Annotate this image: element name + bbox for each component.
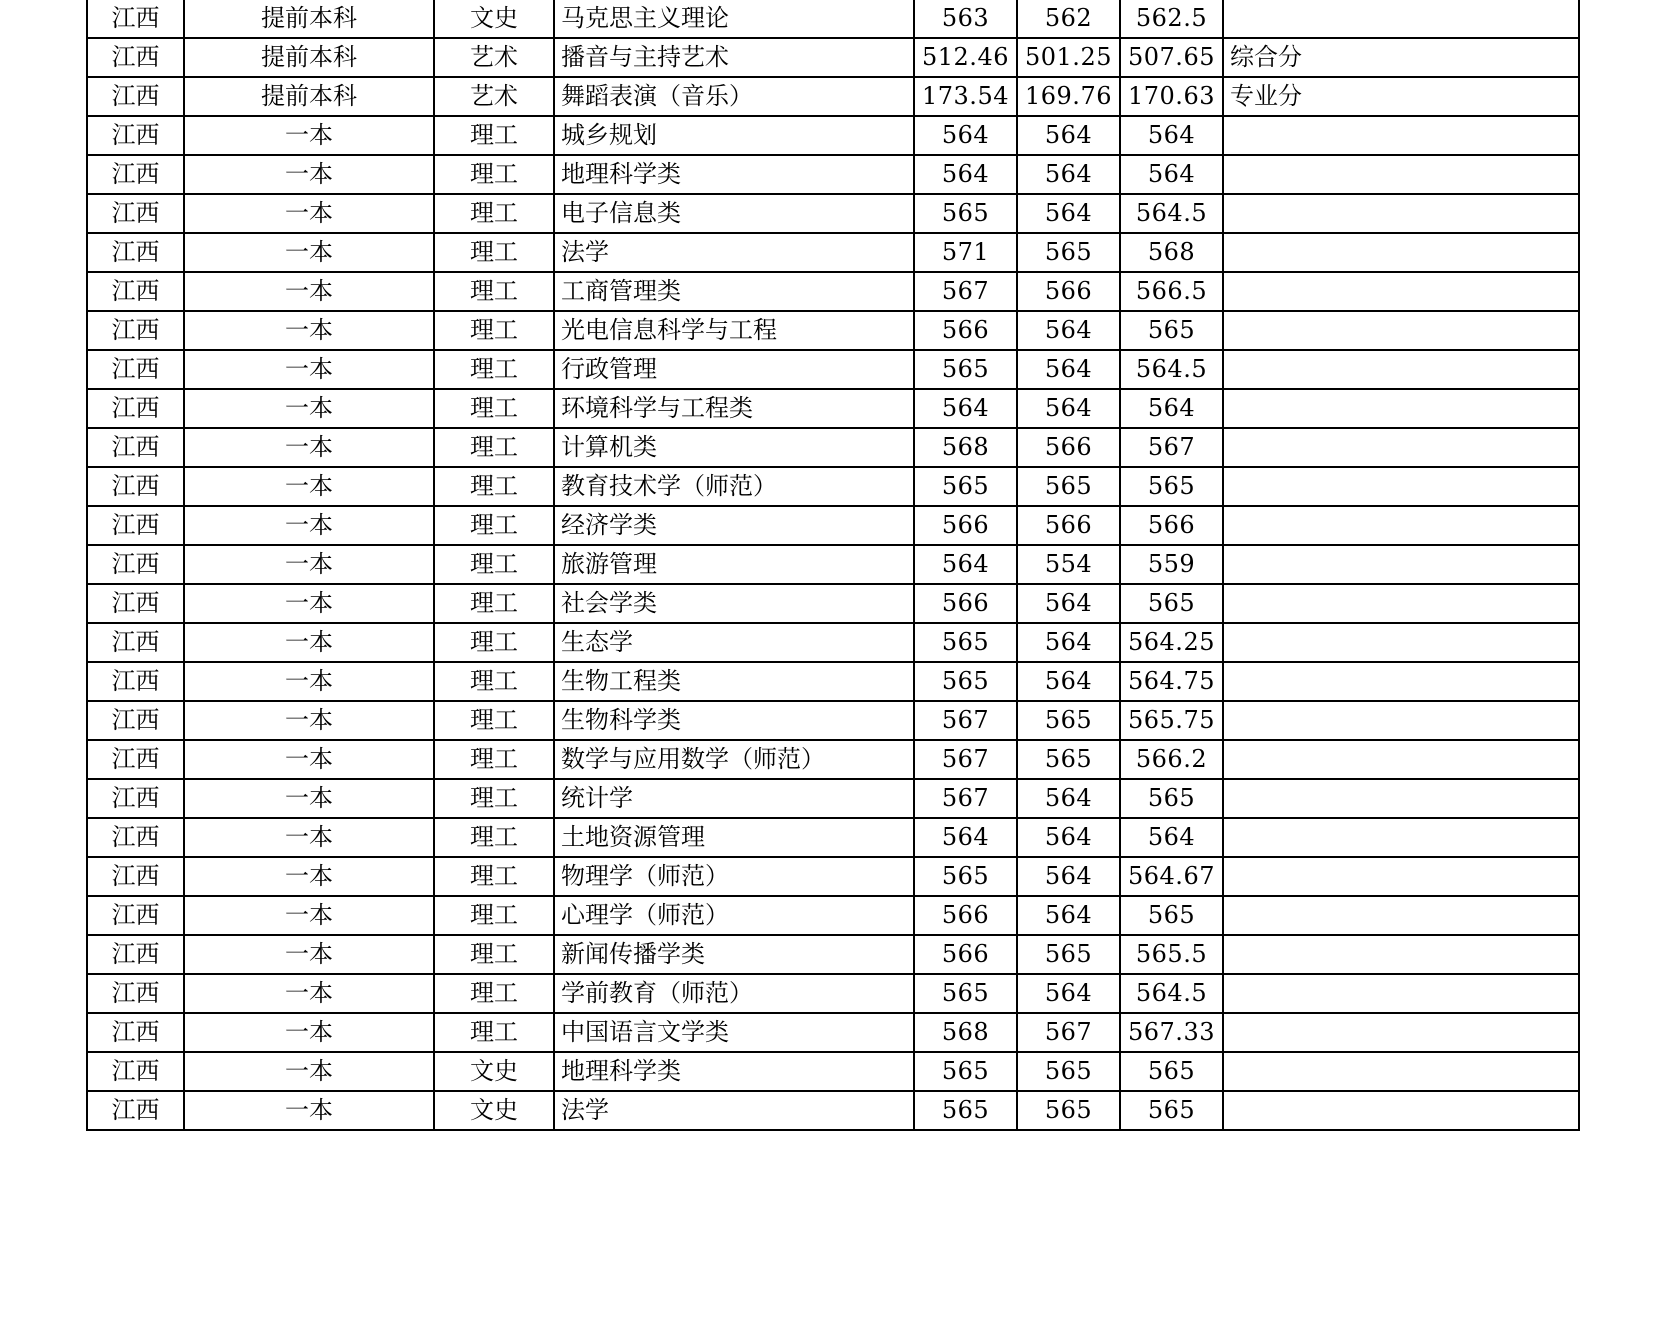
cell-note [1223, 896, 1579, 935]
cell-avg-score: 567.33 [1120, 1013, 1223, 1052]
cell-major: 工商管理类 [554, 272, 914, 311]
table-row [87, 662, 1579, 701]
cell-major: 心理学（师范） [554, 896, 914, 935]
cell-avg-score: 564 [1120, 389, 1223, 428]
table-row [87, 350, 1579, 389]
cell-major: 生物科学类 [554, 701, 914, 740]
cell-category: 文史 [434, 0, 554, 38]
cell-batch: 一本 [184, 428, 434, 467]
cell-max-score: 567 [914, 701, 1017, 740]
cell-note [1223, 155, 1579, 194]
cell-province: 江西 [87, 740, 184, 779]
cell-category: 理工 [434, 740, 554, 779]
table-row [87, 506, 1579, 545]
cell-category: 理工 [434, 701, 554, 740]
cell-category: 艺术 [434, 77, 554, 116]
table-row [87, 1091, 1579, 1130]
cell-batch: 一本 [184, 116, 434, 155]
cell-max-score: 567 [914, 740, 1017, 779]
cell-major: 地理科学类 [554, 1052, 914, 1091]
cell-max-score: 571 [914, 233, 1017, 272]
cell-avg-score: 564.25 [1120, 623, 1223, 662]
cell-province: 江西 [87, 623, 184, 662]
cell-avg-score: 567 [1120, 428, 1223, 467]
cell-min-score: 567 [1017, 1013, 1120, 1052]
cell-category: 理工 [434, 467, 554, 506]
cell-note [1223, 701, 1579, 740]
cell-batch: 一本 [184, 389, 434, 428]
cell-min-score: 564 [1017, 623, 1120, 662]
cell-max-score: 564 [914, 818, 1017, 857]
cell-batch: 一本 [184, 506, 434, 545]
cell-note [1223, 1091, 1579, 1130]
cell-batch: 一本 [184, 740, 434, 779]
cell-note [1223, 311, 1579, 350]
cell-province: 江西 [87, 662, 184, 701]
table-row [87, 584, 1579, 623]
table-row [87, 740, 1579, 779]
cell-min-score: 564 [1017, 350, 1120, 389]
cell-min-score: 564 [1017, 389, 1120, 428]
cell-avg-score: 565 [1120, 584, 1223, 623]
cell-category: 艺术 [434, 38, 554, 77]
table-row [87, 155, 1579, 194]
cell-batch: 一本 [184, 1091, 434, 1130]
cell-major: 舞蹈表演（音乐） [554, 77, 914, 116]
cell-note [1223, 974, 1579, 1013]
table-body [87, 0, 1579, 1130]
cell-batch: 一本 [184, 857, 434, 896]
cell-major: 光电信息科学与工程 [554, 311, 914, 350]
cell-major: 地理科学类 [554, 155, 914, 194]
cell-batch: 一本 [184, 467, 434, 506]
cell-avg-score: 565 [1120, 311, 1223, 350]
cell-category: 理工 [434, 272, 554, 311]
cell-province: 江西 [87, 779, 184, 818]
cell-batch: 一本 [184, 974, 434, 1013]
cell-province: 江西 [87, 77, 184, 116]
cell-avg-score: 565 [1120, 1052, 1223, 1091]
cell-batch: 一本 [184, 1052, 434, 1091]
cell-avg-score: 507.65 [1120, 38, 1223, 77]
cell-max-score: 565 [914, 194, 1017, 233]
table-row [87, 623, 1579, 662]
cell-category: 理工 [434, 935, 554, 974]
cell-category: 理工 [434, 545, 554, 584]
table-row [87, 428, 1579, 467]
cell-max-score: 568 [914, 1013, 1017, 1052]
cell-batch: 一本 [184, 701, 434, 740]
cell-batch: 一本 [184, 350, 434, 389]
cell-major: 环境科学与工程类 [554, 389, 914, 428]
table-row [87, 779, 1579, 818]
cell-province: 江西 [87, 116, 184, 155]
cell-major: 土地资源管理 [554, 818, 914, 857]
cell-max-score: 567 [914, 779, 1017, 818]
cell-note: 专业分 [1223, 77, 1579, 116]
cell-avg-score: 566.2 [1120, 740, 1223, 779]
cell-batch: 提前本科 [184, 38, 434, 77]
cell-batch: 一本 [184, 194, 434, 233]
cell-max-score: 565 [914, 467, 1017, 506]
cell-province: 江西 [87, 272, 184, 311]
cell-batch: 一本 [184, 311, 434, 350]
cell-note [1223, 1052, 1579, 1091]
cell-batch: 一本 [184, 779, 434, 818]
cell-major: 旅游管理 [554, 545, 914, 584]
cell-category: 理工 [434, 779, 554, 818]
cell-batch: 一本 [184, 272, 434, 311]
cell-max-score: 173.54 [914, 77, 1017, 116]
cell-major: 学前教育（师范） [554, 974, 914, 1013]
cell-province: 江西 [87, 155, 184, 194]
cell-max-score: 512.46 [914, 38, 1017, 77]
cell-max-score: 567 [914, 272, 1017, 311]
cell-major: 马克思主义理论 [554, 0, 914, 38]
cell-max-score: 565 [914, 350, 1017, 389]
cell-category: 理工 [434, 233, 554, 272]
cell-category: 理工 [434, 428, 554, 467]
cell-avg-score: 564 [1120, 155, 1223, 194]
cell-max-score: 565 [914, 662, 1017, 701]
cell-batch: 一本 [184, 935, 434, 974]
cell-category: 理工 [434, 896, 554, 935]
cell-note [1223, 857, 1579, 896]
table-row [87, 38, 1579, 77]
cell-note [1223, 272, 1579, 311]
cell-max-score: 565 [914, 623, 1017, 662]
cell-note [1223, 740, 1579, 779]
cell-province: 江西 [87, 506, 184, 545]
cell-province: 江西 [87, 701, 184, 740]
cell-province: 江西 [87, 428, 184, 467]
cell-province: 江西 [87, 350, 184, 389]
admission-score-table [86, 0, 1580, 1131]
cell-batch: 一本 [184, 662, 434, 701]
cell-min-score: 562 [1017, 0, 1120, 38]
cell-avg-score: 566 [1120, 506, 1223, 545]
cell-avg-score: 565 [1120, 779, 1223, 818]
cell-max-score: 566 [914, 935, 1017, 974]
cell-category: 理工 [434, 506, 554, 545]
cell-category: 文史 [434, 1091, 554, 1130]
cell-avg-score: 564.5 [1120, 974, 1223, 1013]
cell-note [1223, 1013, 1579, 1052]
cell-batch: 一本 [184, 896, 434, 935]
cell-max-score: 566 [914, 584, 1017, 623]
cell-avg-score: 568 [1120, 233, 1223, 272]
cell-max-score: 564 [914, 116, 1017, 155]
cell-province: 江西 [87, 896, 184, 935]
cell-category: 理工 [434, 350, 554, 389]
cell-major: 电子信息类 [554, 194, 914, 233]
cell-min-score: 501.25 [1017, 38, 1120, 77]
cell-min-score: 564 [1017, 779, 1120, 818]
cell-min-score: 564 [1017, 818, 1120, 857]
cell-province: 江西 [87, 584, 184, 623]
cell-max-score: 566 [914, 896, 1017, 935]
cell-major: 计算机类 [554, 428, 914, 467]
cell-province: 江西 [87, 935, 184, 974]
cell-note [1223, 389, 1579, 428]
cell-max-score: 564 [914, 155, 1017, 194]
cell-avg-score: 565 [1120, 467, 1223, 506]
cell-min-score: 565 [1017, 701, 1120, 740]
cell-avg-score: 565 [1120, 896, 1223, 935]
cell-max-score: 565 [914, 974, 1017, 1013]
table-row [87, 467, 1579, 506]
table-row [87, 974, 1579, 1013]
cell-major: 新闻传播学类 [554, 935, 914, 974]
cell-province: 江西 [87, 389, 184, 428]
table-row [87, 77, 1579, 116]
cell-category: 文史 [434, 1052, 554, 1091]
cell-avg-score: 564 [1120, 116, 1223, 155]
table-row [87, 116, 1579, 155]
cell-avg-score: 565.5 [1120, 935, 1223, 974]
table-row [87, 311, 1579, 350]
table-row [87, 935, 1579, 974]
cell-min-score: 564 [1017, 662, 1120, 701]
cell-note: 综合分 [1223, 38, 1579, 77]
cell-province: 江西 [87, 194, 184, 233]
cell-min-score: 564 [1017, 857, 1120, 896]
cell-batch: 一本 [184, 1013, 434, 1052]
cell-min-score: 565 [1017, 1091, 1120, 1130]
cell-note [1223, 233, 1579, 272]
cell-major: 城乡规划 [554, 116, 914, 155]
table-row [87, 545, 1579, 584]
cell-category: 理工 [434, 389, 554, 428]
cell-category: 理工 [434, 155, 554, 194]
cell-batch: 一本 [184, 155, 434, 194]
cell-avg-score: 170.63 [1120, 77, 1223, 116]
cell-major: 法学 [554, 233, 914, 272]
cell-category: 理工 [434, 311, 554, 350]
cell-min-score: 554 [1017, 545, 1120, 584]
cell-max-score: 568 [914, 428, 1017, 467]
score-table-container [86, 0, 1578, 1131]
cell-min-score: 564 [1017, 155, 1120, 194]
cell-province: 江西 [87, 0, 184, 38]
cell-province: 江西 [87, 857, 184, 896]
table-row [87, 0, 1579, 38]
cell-avg-score: 565.75 [1120, 701, 1223, 740]
cell-min-score: 564 [1017, 194, 1120, 233]
cell-min-score: 566 [1017, 506, 1120, 545]
cell-province: 江西 [87, 1013, 184, 1052]
cell-avg-score: 564.5 [1120, 350, 1223, 389]
cell-min-score: 565 [1017, 467, 1120, 506]
table-row [87, 233, 1579, 272]
cell-avg-score: 566.5 [1120, 272, 1223, 311]
cell-category: 理工 [434, 623, 554, 662]
cell-min-score: 169.76 [1017, 77, 1120, 116]
cell-avg-score: 559 [1120, 545, 1223, 584]
cell-province: 江西 [87, 467, 184, 506]
cell-max-score: 564 [914, 545, 1017, 584]
cell-category: 理工 [434, 818, 554, 857]
cell-major: 播音与主持艺术 [554, 38, 914, 77]
cell-min-score: 564 [1017, 311, 1120, 350]
cell-min-score: 564 [1017, 974, 1120, 1013]
cell-category: 理工 [434, 584, 554, 623]
cell-note [1223, 623, 1579, 662]
cell-max-score: 566 [914, 506, 1017, 545]
cell-min-score: 565 [1017, 740, 1120, 779]
cell-province: 江西 [87, 974, 184, 1013]
cell-major: 数学与应用数学（师范） [554, 740, 914, 779]
cell-max-score: 564 [914, 389, 1017, 428]
cell-note [1223, 935, 1579, 974]
cell-major: 生物工程类 [554, 662, 914, 701]
cell-category: 理工 [434, 1013, 554, 1052]
cell-note [1223, 662, 1579, 701]
cell-province: 江西 [87, 818, 184, 857]
cell-note [1223, 0, 1579, 38]
cell-note [1223, 467, 1579, 506]
cell-category: 理工 [434, 116, 554, 155]
cell-note [1223, 779, 1579, 818]
cell-major: 中国语言文学类 [554, 1013, 914, 1052]
cell-min-score: 565 [1017, 935, 1120, 974]
cell-batch: 一本 [184, 623, 434, 662]
cell-note [1223, 194, 1579, 233]
cell-max-score: 565 [914, 857, 1017, 896]
cell-note [1223, 350, 1579, 389]
cell-major: 生态学 [554, 623, 914, 662]
table-row [87, 194, 1579, 233]
cell-min-score: 565 [1017, 233, 1120, 272]
cell-min-score: 566 [1017, 272, 1120, 311]
cell-province: 江西 [87, 311, 184, 350]
cell-max-score: 563 [914, 0, 1017, 38]
table-row [87, 272, 1579, 311]
cell-min-score: 566 [1017, 428, 1120, 467]
cell-batch: 一本 [184, 545, 434, 584]
cell-category: 理工 [434, 974, 554, 1013]
cell-max-score: 565 [914, 1091, 1017, 1130]
cell-batch: 一本 [184, 584, 434, 623]
cell-category: 理工 [434, 662, 554, 701]
cell-category: 理工 [434, 857, 554, 896]
cell-note [1223, 506, 1579, 545]
cell-major: 社会学类 [554, 584, 914, 623]
cell-min-score: 564 [1017, 116, 1120, 155]
cell-avg-score: 562.5 [1120, 0, 1223, 38]
table-row [87, 1013, 1579, 1052]
cell-avg-score: 564 [1120, 818, 1223, 857]
cell-province: 江西 [87, 233, 184, 272]
table-row [87, 818, 1579, 857]
cell-avg-score: 564.75 [1120, 662, 1223, 701]
cell-note [1223, 584, 1579, 623]
cell-note [1223, 545, 1579, 584]
cell-major: 教育技术学（师范） [554, 467, 914, 506]
cell-avg-score: 565 [1120, 1091, 1223, 1130]
cell-min-score: 565 [1017, 1052, 1120, 1091]
cell-province: 江西 [87, 545, 184, 584]
cell-major: 物理学（师范） [554, 857, 914, 896]
cell-avg-score: 564.67 [1120, 857, 1223, 896]
cell-max-score: 565 [914, 1052, 1017, 1091]
table-row [87, 1052, 1579, 1091]
cell-min-score: 564 [1017, 584, 1120, 623]
cell-avg-score: 564.5 [1120, 194, 1223, 233]
cell-batch: 提前本科 [184, 0, 434, 38]
cell-major: 经济学类 [554, 506, 914, 545]
cell-max-score: 566 [914, 311, 1017, 350]
cell-note [1223, 428, 1579, 467]
cell-major: 法学 [554, 1091, 914, 1130]
table-row [87, 701, 1579, 740]
table-row [87, 389, 1579, 428]
cell-major: 统计学 [554, 779, 914, 818]
cell-min-score: 564 [1017, 896, 1120, 935]
cell-note [1223, 818, 1579, 857]
cell-batch: 一本 [184, 233, 434, 272]
cell-batch: 一本 [184, 818, 434, 857]
cell-province: 江西 [87, 38, 184, 77]
cell-category: 理工 [434, 194, 554, 233]
table-row [87, 896, 1579, 935]
cell-province: 江西 [87, 1052, 184, 1091]
table-row [87, 857, 1579, 896]
cell-note [1223, 116, 1579, 155]
cell-batch: 提前本科 [184, 77, 434, 116]
cell-province: 江西 [87, 1091, 184, 1130]
cell-major: 行政管理 [554, 350, 914, 389]
